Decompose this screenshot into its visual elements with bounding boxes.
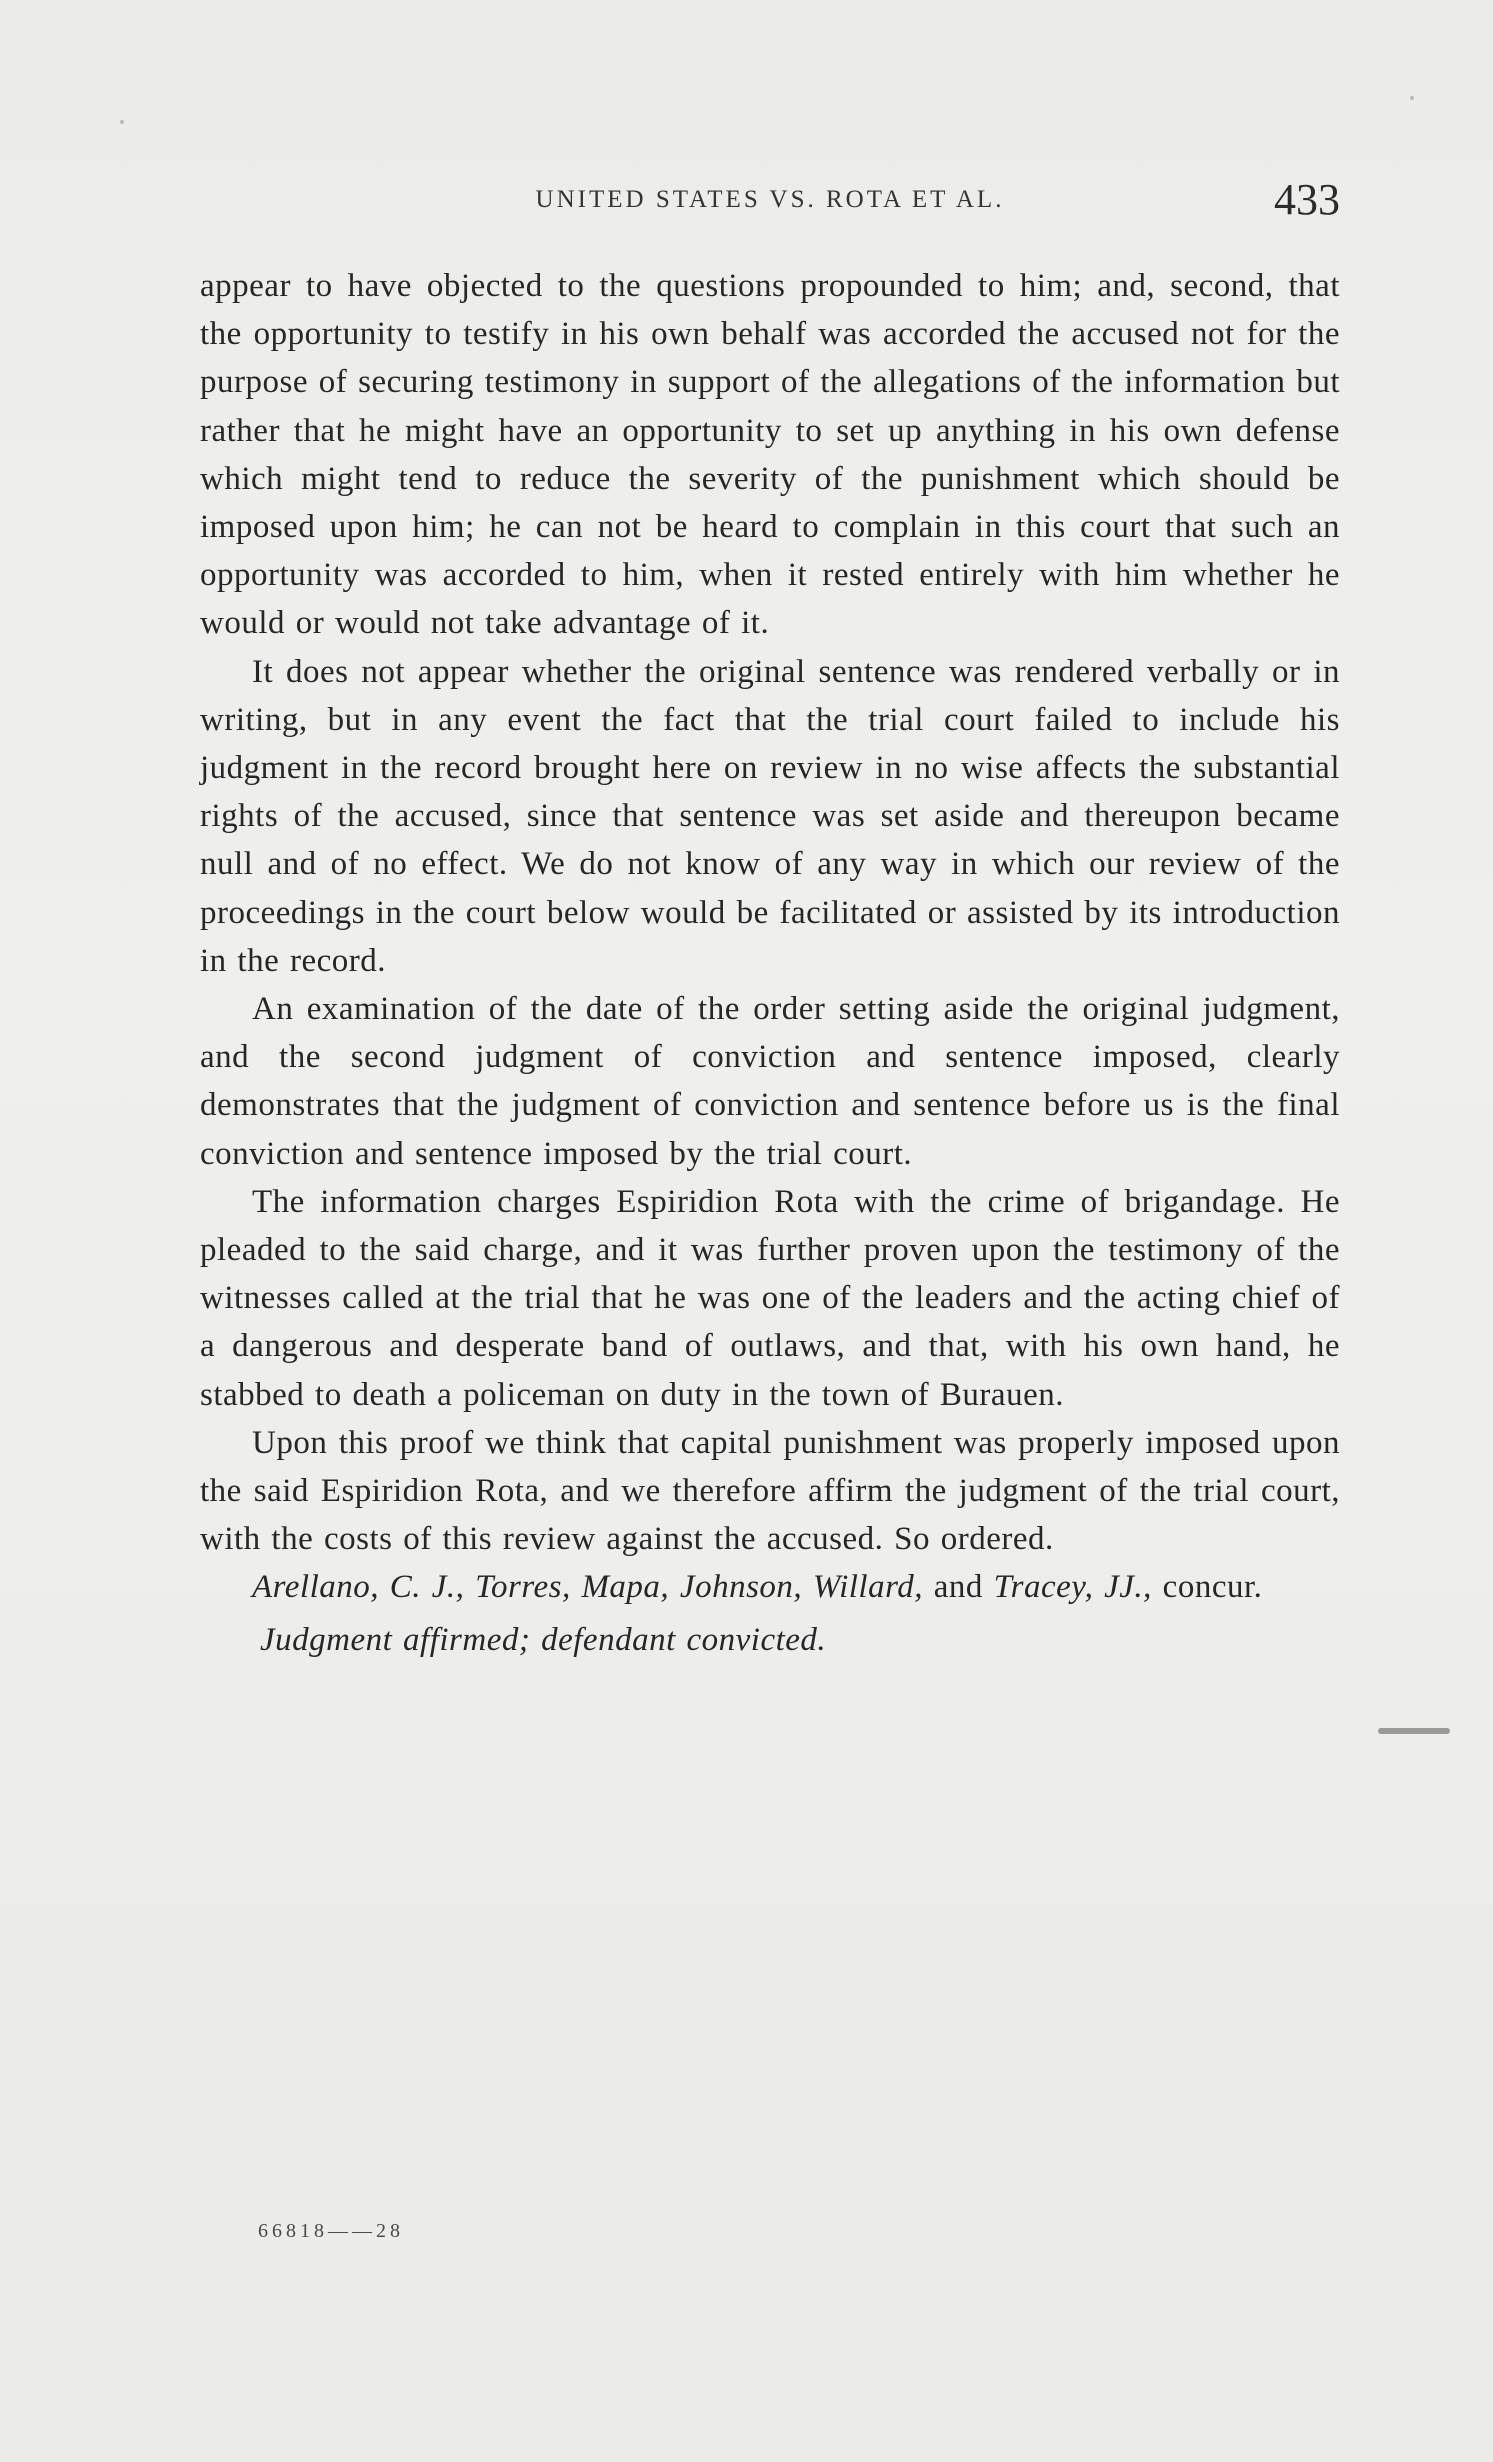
concurrence xyxy=(200,1563,1340,1611)
concurring-tracey: Tracey, JJ., xyxy=(993,1569,1152,1606)
disposition: Judgment affirmed; defendant convicted. xyxy=(260,1621,827,1658)
running-head xyxy=(200,172,1340,232)
paragraph: It does not appear whether the original sentence was rendered verbally or in writing, but in any event the fact that the trial court failed to include his judgment in the record brought here on review in no wise affects the substantial rights of the accused, since that sentence was set aside and thereupon became null and of no effect. We do not know of any way in which our review of the proceedings in the court below would be facilitated or assisted by its introduction in the record. xyxy=(200,653,1340,979)
concurring-justices: Arellano, C. J., Torres, Mapa, Johnson, Willard, xyxy=(252,1569,923,1606)
paragraph: An examination of the date of the order setting aside the original judgment, and the second judgment of conviction and sentence imposed, clearly demonstrates that the judgment of conviction and sentence before us is the final conviction and sentence imposed by the trial court. xyxy=(200,991,1340,1172)
scan-speck xyxy=(120,120,124,124)
margin-mark xyxy=(1378,1728,1450,1734)
page-number: 433 xyxy=(1274,175,1340,224)
concurrence-and: and xyxy=(933,1569,983,1606)
paragraph: The information charges Espiridion Rota with the crime of brigandage. He pleaded to the said charge, and it was further proven upon the testimony of the witnesses called at the trial that he was one of the leaders and the acting chief of a dangerous and desperate band of outlaws, and that, with his own hand, he stabbed to death a policeman on duty in the town of Burauen. xyxy=(200,1183,1340,1413)
body-text xyxy=(200,262,1340,1664)
concurrence-concur: concur. xyxy=(1162,1569,1263,1606)
running-title: UNITED STATES VS. ROTA ET AL. xyxy=(535,186,1005,213)
printer-signature: 66818——28 xyxy=(258,2220,404,2242)
paragraph: Upon this proof we think that capital punishment was properly imposed upon the said Espiridion Rota, and we therefore affirm the judgment of the trial court, with the costs of this review against the accused. So ordered. xyxy=(200,1424,1340,1558)
paragraph: appear to have objected to the questions propounded to him; and, second, that the opportunity to testify in his own behalf was accorded the accused not for the purpose of securing testimony in support of the allegations of the information but rather that he might have an opportunity to set up anything in his own defense which might tend to reduce the severity of the punishment which should be imposed upon him; he can not be heard to complain in this court that such an opportunity was accorded to him, when it rested entirely with him whether he would or would not take advantage of it. xyxy=(200,268,1340,642)
scan-speck xyxy=(1410,96,1414,100)
